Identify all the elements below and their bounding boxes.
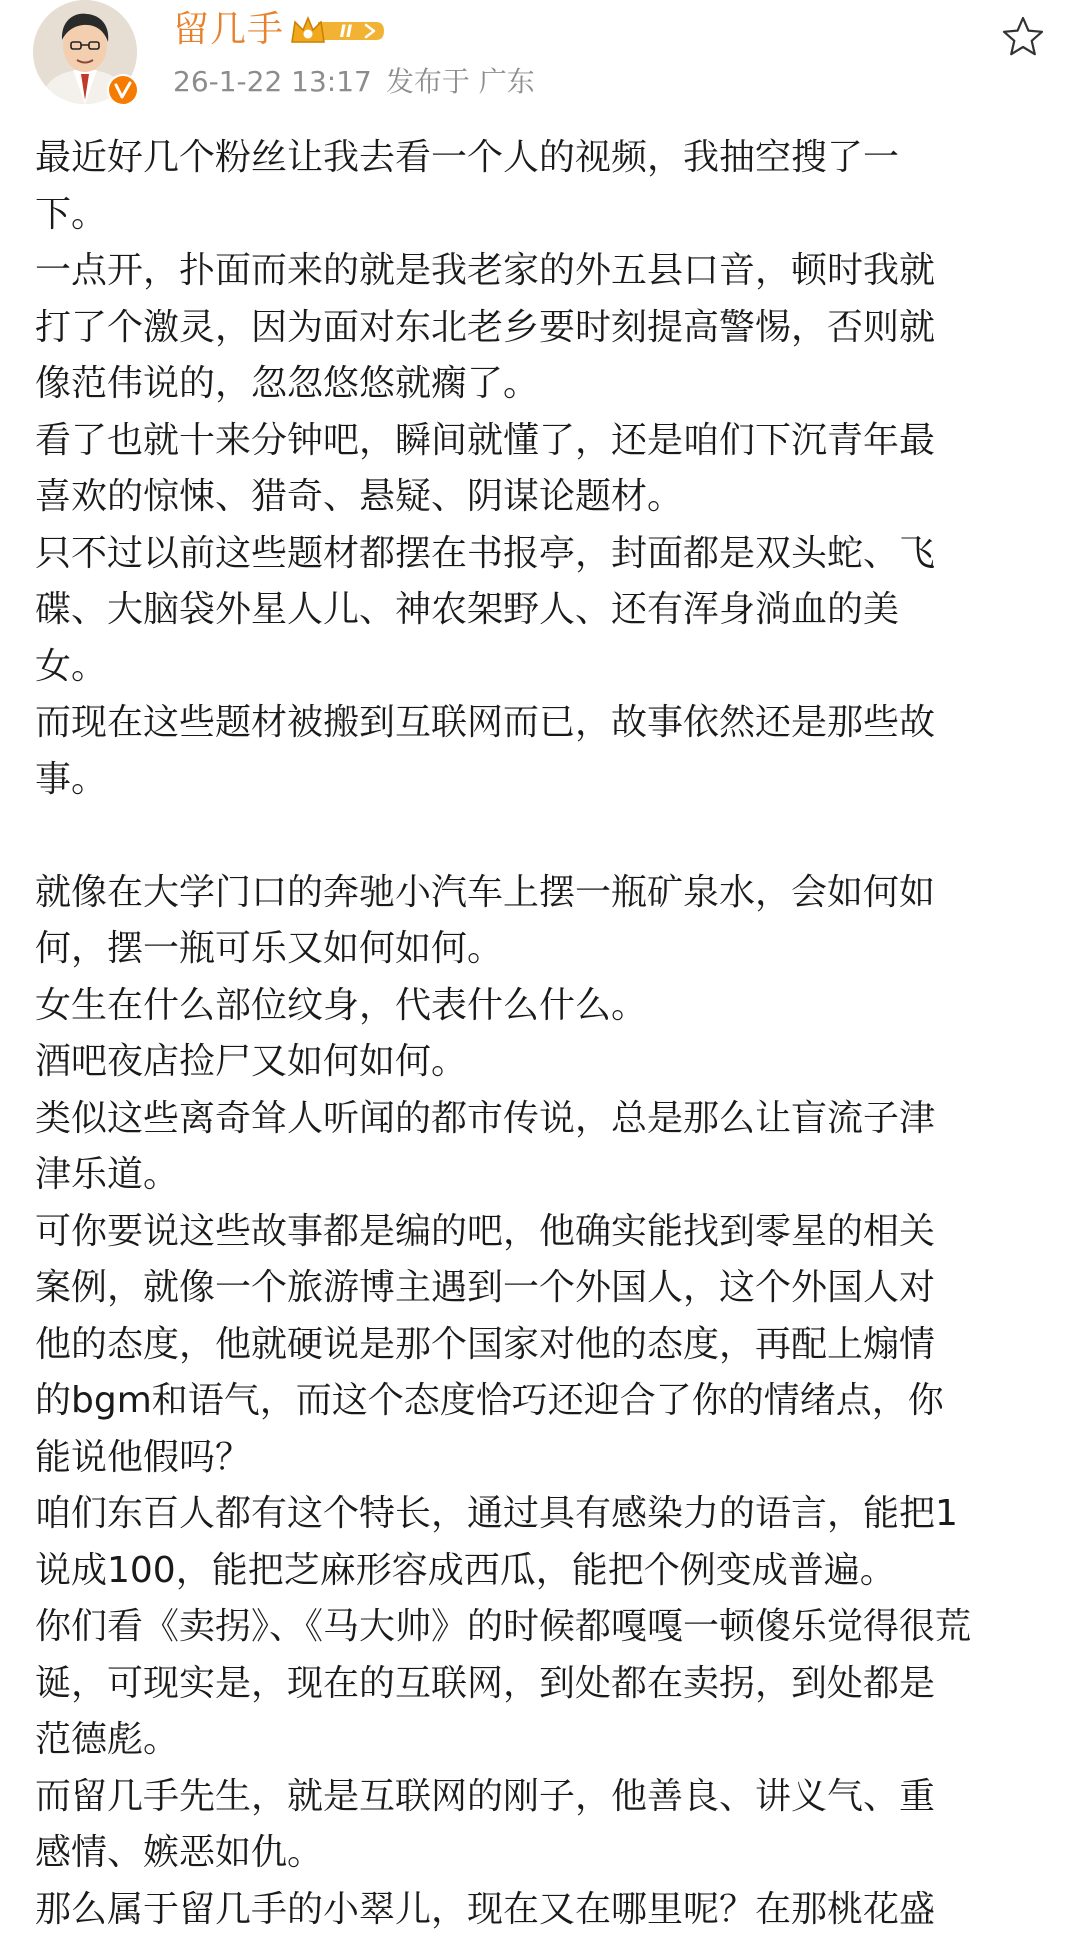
post-text-line: 那么属于留几手的小翠儿，现在又在哪里呢？在那桃花盛: [35, 1888, 936, 1930]
post-text-line: 下。: [35, 193, 108, 235]
post-text-line: 的bgm和语气，而这个态度恰巧还迎合了你的情绪点，你: [35, 1380, 944, 1421]
post-text-line: 能说他假吗？: [35, 1436, 252, 1478]
post-text-line: 而留几手先生，就是互联网的刚子，他善良、讲义气、重: [35, 1775, 936, 1817]
favorite-button[interactable]: [1000, 14, 1046, 60]
post-content: [35, 130, 1045, 1938]
post-text-line: 喜欢的惊悚、猎奇、悬疑、阴谋论题材。: [35, 476, 684, 517]
level-badge[interactable]: [288, 14, 388, 48]
post-text-line: 看了也就十来分钟吧，瞬间就懂了，还是咱们下沉青年最: [35, 419, 936, 461]
post-text-line: 最近好几个粉丝让我去看一个人的视频，我抽空搜了一: [35, 137, 900, 178]
star-outline-icon: [1000, 14, 1046, 60]
post-text-line: 酒吧夜店捡尸又如何如何。: [35, 1041, 468, 1082]
post-text-line: 类似这些离奇耸人听闻的都市传说，总是那么让盲流子津: [35, 1097, 936, 1139]
post-text-line: 只不过以前这些题材都摆在书报亭，封面都是双头蛇、飞: [35, 532, 936, 574]
post-text-line: 碟、大脑袋外星人儿、神农架野人、还有浑身淌血的美: [35, 589, 900, 630]
post-location: 发布于 广东: [385, 65, 535, 98]
username[interactable]: 留几手: [173, 9, 285, 50]
post-text-line: 咱们东百人都有这个特长，通过具有感染力的语言，能把1: [35, 1493, 958, 1534]
post-text-line: 女。: [35, 645, 108, 687]
post-text-line: 案例，就像一个旅游博主遇到一个外国人，这个外国人对: [35, 1267, 936, 1308]
post-text-line: 就像在大学门口的奔驰小汽车上摆一瓶矿泉水，会如何如: [35, 871, 936, 913]
post-text-line: 一点开，扑面而来的就是我老家的外五县口音，顿时我就: [35, 250, 936, 291]
post-meta: [173, 62, 549, 102]
post-text-line: 说成100，能把芝麻形容成西瓜，能把个例变成普遍。: [35, 1549, 896, 1591]
post-text-line: 津乐道。: [35, 1154, 180, 1195]
crown-level-icon: [288, 14, 388, 48]
post-text-line: 诞，可现实是，现在的互联网，到处都在卖拐，到处都是: [35, 1662, 936, 1704]
post-text-line: 他的态度，他就硬说是那个国家对他的态度，再配上煽情: [35, 1323, 936, 1365]
post-timestamp: 26-1-22 13:17: [173, 65, 372, 98]
level-badge-text: II: [339, 22, 353, 42]
post-text-line: 感情、嫉恶如仇。: [35, 1832, 324, 1873]
post-text-line: 女生在什么部位纹身，代表什么什么。: [35, 984, 648, 1026]
post-text-line: 事。: [35, 758, 108, 800]
post-text-line: 像范伟说的，忽忽悠悠就瘸了。: [35, 363, 540, 404]
post-header: [0, 0, 1080, 110]
post-text-line: 何，摆一瓶可乐又如何如何。: [35, 928, 504, 969]
post-text-line: 可你要说这些故事都是编的吧，他确实能找到零星的相关: [35, 1210, 936, 1252]
post-text-line: 而现在这些题材被搬到互联网而已，故事依然还是那些故: [35, 702, 936, 743]
blank-line: [35, 808, 1045, 865]
post-text-line: 范德彪。: [35, 1719, 180, 1760]
post-text-line: 你们看《卖拐》、《马大帅》的时候都嘎嘎一顿傻乐觉得很荒: [35, 1606, 972, 1647]
post-text-line: 打了个激灵，因为面对东北老乡要时刻提高警惕，否则就: [35, 306, 936, 348]
verified-badge: [107, 74, 139, 106]
verified-v-icon: [107, 74, 139, 106]
